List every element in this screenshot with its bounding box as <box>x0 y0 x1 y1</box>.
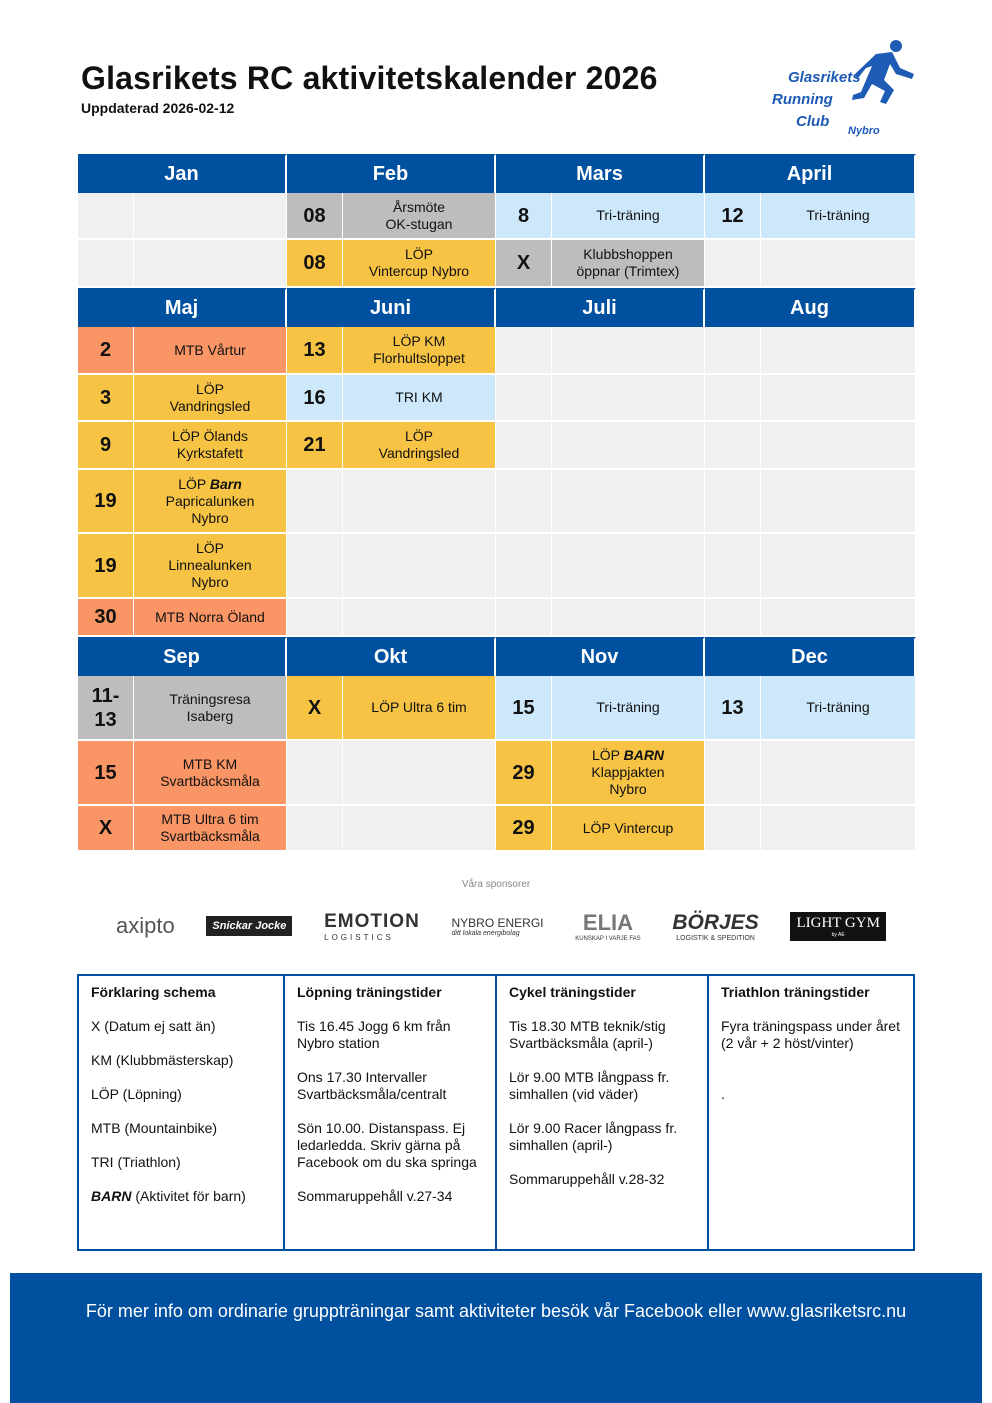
sponsor-nybro-energi-sub: ditt lokala energibolag <box>451 929 520 937</box>
event-description <box>552 327 705 375</box>
month-header: Jan <box>78 154 287 193</box>
month-header: April <box>705 154 916 193</box>
sponsor-nybro-energi <box>452 916 544 937</box>
month-header: Dec <box>705 637 916 676</box>
month-header: Juni <box>287 288 496 327</box>
event-description: LÖP Vintercup Nybro <box>343 240 496 288</box>
sponsor-axipto: axipto <box>116 913 175 938</box>
event-date: 8 <box>496 193 552 240</box>
event-description <box>343 741 496 806</box>
event-date <box>496 599 552 637</box>
calendar-block-q3 <box>78 637 916 852</box>
legend-item-barn <box>91 1188 271 1205</box>
event-date <box>287 470 343 534</box>
event-date: 15 <box>78 741 134 806</box>
calendar-block-q1 <box>78 154 916 288</box>
legend-triathlon-heading: Triathlon träningstider <box>721 984 870 1000</box>
event-description <box>552 534 705 599</box>
event-description: Klubbshoppen öppnar (Trimtex) <box>552 240 705 288</box>
event-date: 13 <box>287 327 343 375</box>
event-description <box>343 599 496 637</box>
event-description <box>343 806 496 852</box>
legend-item: Lör 9.00 MTB långpass fr. simhallen (vid väder) <box>509 1069 670 1102</box>
sponsor-logos <box>116 908 886 944</box>
event-text-suffix: Papricalunken Nybro <box>165 492 255 526</box>
event-description: MTB Vårtur <box>134 327 287 375</box>
event-text <box>591 747 664 798</box>
event-date <box>705 470 761 534</box>
event-date: 9 <box>78 422 134 470</box>
event-description <box>761 534 916 599</box>
sponsor-borjes-sub: LOGISTIK & SPEDITION <box>676 934 755 942</box>
event-date <box>705 534 761 599</box>
event-description: MTB KM Svartbäcksmåla <box>134 741 287 806</box>
event-date <box>705 422 761 470</box>
sponsor-snickar-jocke: Snickar Jocke <box>206 916 292 936</box>
event-description <box>761 240 916 288</box>
legend-forklaring <box>79 976 285 1249</box>
legend-barn-rest: (Aktivitet för barn) <box>131 1188 246 1204</box>
sponsor-emotion-sub: LOGISTICS <box>324 932 394 942</box>
event-description: Tri-träning <box>761 676 916 741</box>
sponsors-label: Våra sponsorer <box>461 879 531 890</box>
event-description <box>761 599 916 637</box>
event-description <box>552 599 705 637</box>
event-description: MTB Norra Öland <box>134 599 287 637</box>
event-date: 13 <box>705 676 761 741</box>
legend-triathlon <box>709 976 913 1249</box>
event-description <box>761 741 916 806</box>
event-date: 29 <box>496 806 552 852</box>
event-description: LÖP Linnealunken Nybro <box>134 534 287 599</box>
legend-item: Tis 18.30 MTB teknik/stig Svartbäcksmåla (april-) <box>509 1018 666 1051</box>
legend-cykel-heading: Cykel träningstider <box>509 984 636 1000</box>
legend-item: MTB (Mountainbike) <box>91 1120 218 1136</box>
legend-barn-bold: BARN <box>91 1188 132 1204</box>
month-header: Aug <box>705 288 916 327</box>
event-description: LÖP Vandringsled <box>343 422 496 470</box>
event-date: 08 <box>287 240 343 288</box>
sponsor-elia-sub: KUNSKAP I VARJE FAS <box>575 936 641 942</box>
event-date: 16 <box>287 375 343 422</box>
event-date: 12 <box>705 193 761 240</box>
event-date <box>287 741 343 806</box>
logo-text-4: Nybro <box>848 125 880 137</box>
event-description: LÖP Ölands Kyrkstafett <box>134 422 287 470</box>
event-description: Tri-träning <box>761 193 916 240</box>
legend-item: Sön 10.00. Distanspass. Ej ledarledda. Skriv gärna på Facebook om du ska springa <box>297 1120 477 1170</box>
sponsor-emotion <box>324 911 420 942</box>
event-description: Årsmöte OK-stugan <box>343 193 496 240</box>
event-date: 3 <box>78 375 134 422</box>
sponsor-light-gym <box>790 912 885 941</box>
month-header: Maj <box>78 288 287 327</box>
event-text-barn: Barn <box>209 475 242 492</box>
legend-item: Tis 16.45 Jogg 6 km från Nybro station <box>297 1018 451 1051</box>
sponsor-borjes <box>672 911 758 942</box>
event-date: 29 <box>496 741 552 806</box>
event-description <box>343 470 496 534</box>
event-text-suffix: Klappjakten Nybro <box>591 764 665 797</box>
event-date <box>705 741 761 806</box>
legend-item: Ons 17.30 Intervaller Svartbäcksmåla/centralt <box>297 1069 447 1102</box>
event-description: Träningsresa Isaberg <box>134 676 287 741</box>
event-date <box>705 599 761 637</box>
event-date <box>287 534 343 599</box>
event-description <box>761 422 916 470</box>
page-title: Glasrikets RC aktivitetskalender 2026 <box>81 60 658 96</box>
event-date <box>496 470 552 534</box>
event-description: LÖP Vandringsled <box>134 375 287 422</box>
legend-item: X (Datum ej satt än) <box>91 1018 216 1034</box>
event-date <box>496 327 552 375</box>
event-date <box>705 806 761 852</box>
event-description <box>761 375 916 422</box>
event-description <box>134 240 287 288</box>
month-header: Feb <box>287 154 496 193</box>
sponsor-light-gym-sub: by AE <box>831 931 845 938</box>
sponsor-borjes-name: BÖRJES <box>672 910 759 934</box>
logo-text-1: Glasrikets <box>788 69 861 86</box>
event-description: LÖP Ultra 6 tim <box>343 676 496 741</box>
legend-item: KM (Klubbmästerskap) <box>91 1052 234 1068</box>
event-date: 30 <box>78 599 134 637</box>
legend-lopning-heading: Löpning träningstider <box>297 984 442 1000</box>
event-date <box>705 240 761 288</box>
event-description <box>343 534 496 599</box>
activity-calendar <box>78 154 916 852</box>
legend-table <box>77 974 915 1251</box>
event-date: 15 <box>496 676 552 741</box>
updated-date: Uppdaterad 2026-02-12 <box>81 100 235 116</box>
month-header: Mars <box>496 154 705 193</box>
event-date <box>78 240 134 288</box>
event-date: 19 <box>78 470 134 534</box>
event-date <box>496 422 552 470</box>
event-date: 11- 13 <box>78 676 134 741</box>
event-date <box>705 327 761 375</box>
legend-item: Fyra träningspass under året (2 vår + 2 höst/vinter) <box>721 1018 900 1051</box>
sponsor-nybro-energi-name: NYBRO ENERGI <box>451 915 544 930</box>
legend-forklaring-heading: Förklaring schema <box>91 984 216 1000</box>
event-description <box>552 470 705 534</box>
logo-text-3: Club <box>796 113 830 130</box>
event-description: Tri-träning <box>552 193 705 240</box>
legend-cykel <box>497 976 709 1249</box>
sponsor-light-gym-name: LIGHT GYM <box>796 914 880 931</box>
event-description: MTB Ultra 6 tim Svartbäcksmåla <box>134 806 287 852</box>
event-text-prefix: LÖP <box>591 747 624 763</box>
event-date: 08 <box>287 193 343 240</box>
event-date: X <box>287 676 343 741</box>
legend-item: LÖP (Löpning) <box>91 1086 182 1102</box>
event-date <box>705 375 761 422</box>
event-description: Tri-träning <box>552 676 705 741</box>
event-description <box>134 470 287 534</box>
event-text-prefix: LÖP <box>178 475 210 492</box>
event-description <box>761 806 916 852</box>
sponsor-emotion-name: EMOTION <box>324 910 420 932</box>
event-date <box>496 534 552 599</box>
event-date: 2 <box>78 327 134 375</box>
month-header: Okt <box>287 637 496 676</box>
month-header: Sep <box>78 637 287 676</box>
event-description: LÖP KM Florhultsloppet <box>343 327 496 375</box>
legend-item: TRI (Triathlon) <box>91 1154 181 1170</box>
event-description <box>552 422 705 470</box>
month-header: Juli <box>496 288 705 327</box>
sponsor-elia-name: ELIA <box>582 910 634 935</box>
event-date <box>496 375 552 422</box>
event-description <box>761 470 916 534</box>
legend-item: Sommaruppehåll v.28-32 <box>509 1171 665 1187</box>
event-description: LÖP Vintercup <box>552 806 705 852</box>
month-header: Nov <box>496 637 705 676</box>
event-description <box>761 327 916 375</box>
event-description <box>552 375 705 422</box>
event-date: X <box>78 806 134 852</box>
event-text-barn: BARN <box>623 747 665 763</box>
legend-lopning <box>285 976 497 1249</box>
event-text <box>166 476 255 527</box>
event-date: X <box>496 240 552 288</box>
legend-item: . <box>721 1086 725 1102</box>
event-date <box>287 806 343 852</box>
legend-item: Lör 9.00 Racer långpass fr. simhallen (april-) <box>509 1120 678 1153</box>
footer-text: För mer info om ordinarie gruppträningar samt aktiviteter besök vår Facebook eller www.glasriketsrc.nu <box>85 1301 907 1321</box>
event-date <box>287 599 343 637</box>
event-date: 19 <box>78 534 134 599</box>
calendar-block-q2 <box>78 288 916 637</box>
logo-text-2: Running <box>772 91 833 108</box>
legend-item: Sommaruppehåll v.27-34 <box>297 1188 453 1204</box>
event-description: TRI KM <box>343 375 496 422</box>
footer-banner <box>10 1273 982 1403</box>
event-date <box>78 193 134 240</box>
sponsor-elia <box>575 910 640 942</box>
event-description <box>134 193 287 240</box>
event-date: 21 <box>287 422 343 470</box>
event-description <box>552 741 705 806</box>
club-logo <box>768 38 918 140</box>
